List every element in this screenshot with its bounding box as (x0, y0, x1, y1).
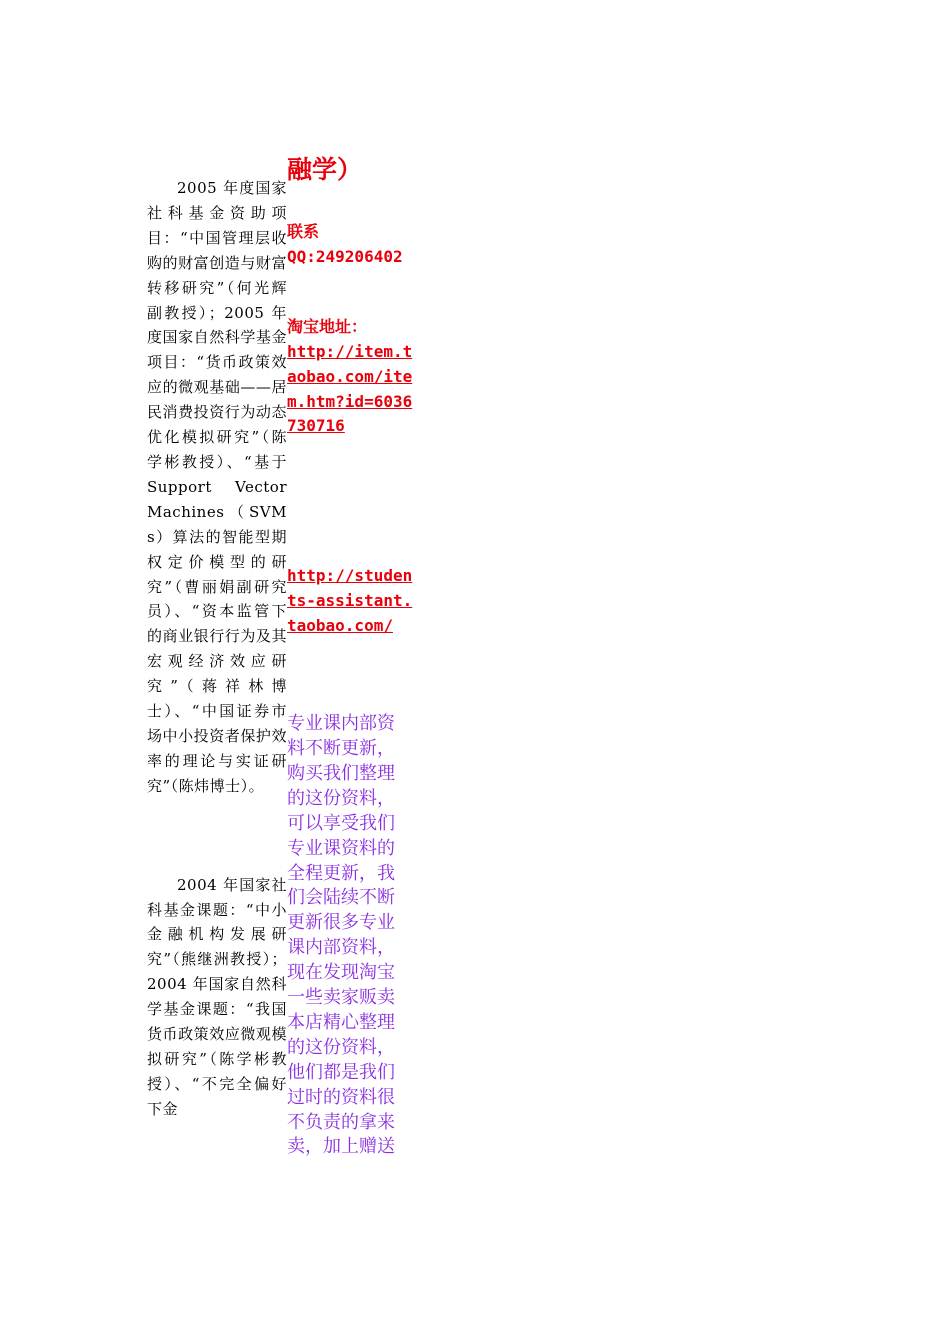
shop-item-link[interactable]: http://item.taobao.com/item.htm?id=6036730716 (287, 341, 413, 436)
heading-fragment: 融学） (287, 155, 363, 184)
seller-info-column (287, 150, 413, 1160)
projects-2005-paragraph: 2005 年度国家社科基金资助项目：“中国管理层收购的财富创造与财富转移研究”（何光辉副教授）；2005 年度国家自然科学基金项目：“货币政策效应的微观基础——居民消费投资行为动态优化模拟研究”（陈学彬教授）、“基于 Support Vector Machines（SVMs）算法的智能型期权定价模型的研究”（曹丽娟副研究员）、“资本监管下的商业银行行为及其宏观经济效应研究”（蒋祥林博士）、“中国证券市场中小投资者保护效率的理论与实证研究”（陈炜博士）。 (147, 179, 287, 795)
update-notice: 专业课内部资料不断更新，购买我们整理的这份资料，可以享受我们专业课资料的全程更新，我们会陆续不断更新很多专业课内部资料，现在发现淘宝一些卖家贩卖本店精心整理的这份资料，他们都是我们过时的资料很不负责的拿来卖，加上赠送 (287, 713, 395, 1158)
research-projects-column (147, 176, 287, 1122)
shop-block (287, 315, 413, 440)
qq-number: QQ:249206402 (287, 246, 403, 266)
shop-home-link[interactable]: http://students-assistant.taobao.com/ (287, 566, 413, 636)
contact-block (287, 220, 413, 270)
projects-2004-paragraph: 2004 年国家社科基金课题：“中小金融机构发展研究”（熊继洲教授）；2004 年国家自然科学基金课题：“我国货币政策效应微观模拟研究”（陈学彬教授）、“不完全偏好下金 (147, 875, 287, 1118)
contact-label: 联系 (287, 222, 320, 241)
shop-label: 淘宝地址： (287, 316, 368, 336)
